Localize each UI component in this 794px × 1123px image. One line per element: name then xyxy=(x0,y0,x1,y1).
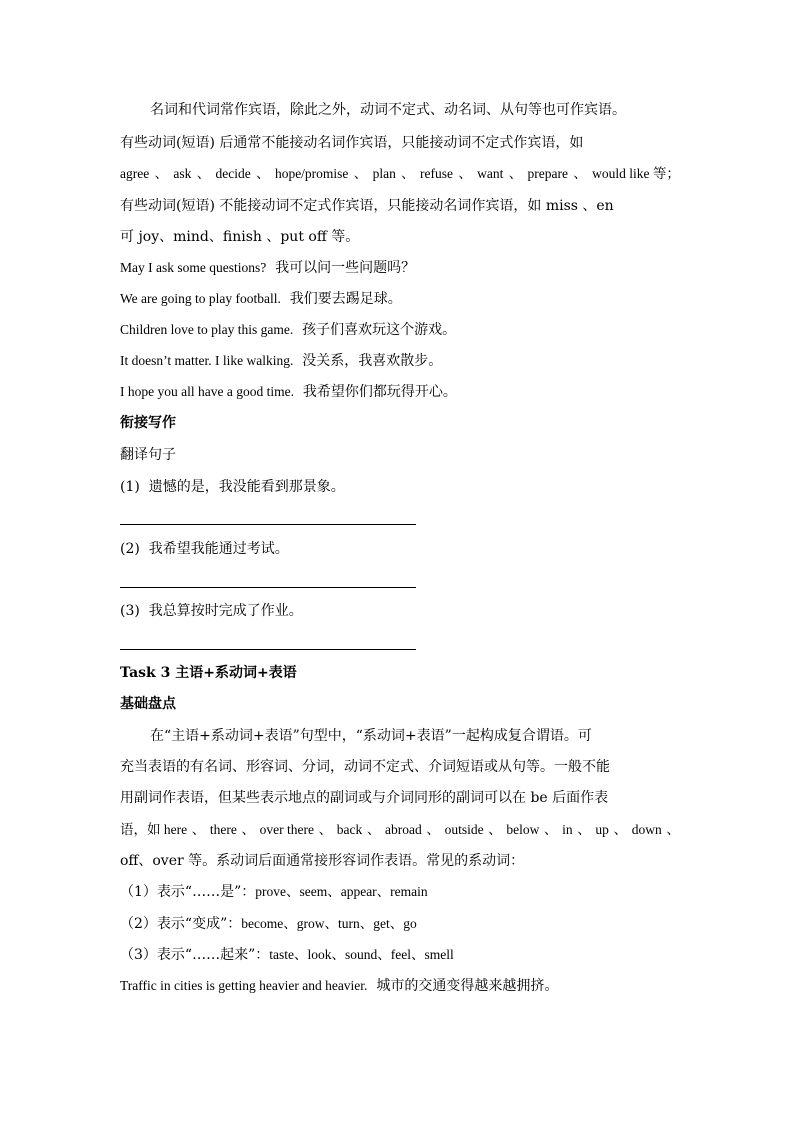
item-number: (3) xyxy=(120,603,140,619)
item-text: 我希望我能通过考试。 xyxy=(148,541,289,557)
intro-line-4: 有些动词(短语) 不能接动词不定式作宾语，只能接动名词作宾语，如 miss 、en xyxy=(120,198,614,214)
linking-verb-category xyxy=(120,914,417,934)
category-label: （1）表示“……是”： xyxy=(120,884,256,900)
verb-item: decide xyxy=(215,166,251,181)
verb-item: would like 等； xyxy=(592,166,680,181)
item-text: 遗憾的是，我没能看到那景象。 xyxy=(148,479,345,495)
example-zh: 城市的交通变得越来越拥挤。 xyxy=(376,978,559,994)
intro-line-2: 有些动词(短语) 后通常不能接动名词作宾语，只能接动词不定式作宾语，如 xyxy=(120,135,584,151)
verb-item: hope/promise xyxy=(274,166,349,181)
example-sentence xyxy=(120,382,457,402)
task3-example xyxy=(120,976,558,996)
adverb-item: up xyxy=(595,822,609,837)
verb-item: prepare xyxy=(527,166,569,181)
task3-para-line-2: 充当表语的有名词、形容词、分词，动词不定式、介词短语或从句等。一般不能 xyxy=(120,759,610,775)
example-zh: 我希望你们都玩得开心。 xyxy=(302,384,457,400)
category-verbs: taste、look、sound、feel、smell xyxy=(269,947,454,962)
translation-item xyxy=(120,601,303,621)
adverb-item: in xyxy=(562,822,573,837)
example-sentence xyxy=(120,289,402,309)
adverb-list: 语，如 here 、 there 、 over there 、 back 、 abroad 、 outside 、 below 、 in 、 up 、 down 、 xyxy=(120,820,680,840)
category-verbs: become、grow、turn、get、go xyxy=(241,916,417,931)
adverb-item: over there xyxy=(259,822,314,837)
example-en: It doesn’t matter. I like walking. xyxy=(120,353,294,368)
task3-title: Task 3 主语+系动词+表语 xyxy=(120,665,297,681)
task3-subheading: 基础盘点 xyxy=(120,696,176,712)
answer-blank-line[interactable] xyxy=(120,587,416,588)
example-en: May I ask some questions? xyxy=(120,260,267,275)
item-text: 我总算按时完成了作业。 xyxy=(148,603,303,619)
category-verbs: prove、seem、appear、remain xyxy=(255,884,428,899)
category-label: （2）表示“变成”： xyxy=(120,916,242,932)
task3-para-line-5: off、over 等。系动词后面通常接形容词作表语。常见的系动词： xyxy=(120,853,525,869)
adverb-item: 语，如 here xyxy=(120,822,188,837)
answer-blank-line[interactable] xyxy=(120,649,416,650)
example-zh: 我们要去踢足球。 xyxy=(289,291,402,307)
example-en: I hope you all have a good time. xyxy=(120,384,294,399)
example-sentence xyxy=(120,320,456,340)
verb-item: plan xyxy=(372,166,396,181)
verb-item: refuse xyxy=(420,166,453,181)
example-zh: 孩子们喜欢玩这个游戏。 xyxy=(302,322,457,338)
category-label: （3）表示“……起来”： xyxy=(120,947,270,963)
infinitive-verb-list: agree 、 ask 、 decide 、 hope/promise 、 plan 、 refuse 、 want 、 prepare 、 would like 等； xyxy=(120,164,680,184)
example-en: Children love to play this game. xyxy=(120,322,294,337)
example-sentence xyxy=(120,351,442,371)
adverb-item: down xyxy=(631,822,662,837)
linking-verb-category xyxy=(120,882,428,902)
item-number: (1) xyxy=(120,479,140,495)
example-sentence xyxy=(120,258,415,278)
item-number: (2) xyxy=(120,541,140,557)
adverb-item: abroad xyxy=(385,822,422,837)
intro-line-1: 名词和代词常作宾语，除此之外，动词不定式、动名词、从句等也可作宾语。 xyxy=(150,102,626,118)
example-zh: 没关系，我喜欢散步。 xyxy=(302,353,443,369)
task3-para-line-1: 在“主语+系动词+表语”句型中，“系动词+表语”一起构成复合谓语。可 xyxy=(150,728,592,744)
adverb-item: there xyxy=(209,822,237,837)
example-en: Traffic in cities is getting heavier and heavier. xyxy=(120,978,368,993)
example-en: We are going to play football. xyxy=(120,291,281,306)
adverb-item: back xyxy=(336,822,363,837)
writing-heading: 衔接写作 xyxy=(120,415,176,431)
example-zh: 我可以问一些问题吗？ xyxy=(275,260,416,276)
linking-verb-category xyxy=(120,945,454,965)
verb-item: want xyxy=(477,166,504,181)
verb-item: agree xyxy=(120,166,150,181)
verb-item: ask xyxy=(173,166,192,181)
writing-subheading: 翻译句子 xyxy=(120,447,176,463)
adverb-item: below xyxy=(506,822,540,837)
task3-para-line-3: 用副词作表语，但某些表示地点的副词或与介词同形的副词可以在 be 后面作表 xyxy=(120,790,609,806)
intro-line-5: 可 joy、mind、finish 、put off 等。 xyxy=(120,229,360,245)
translation-item xyxy=(120,477,345,497)
translation-item xyxy=(120,539,289,559)
adverb-item: outside xyxy=(444,822,484,837)
answer-blank-line[interactable] xyxy=(120,524,416,525)
